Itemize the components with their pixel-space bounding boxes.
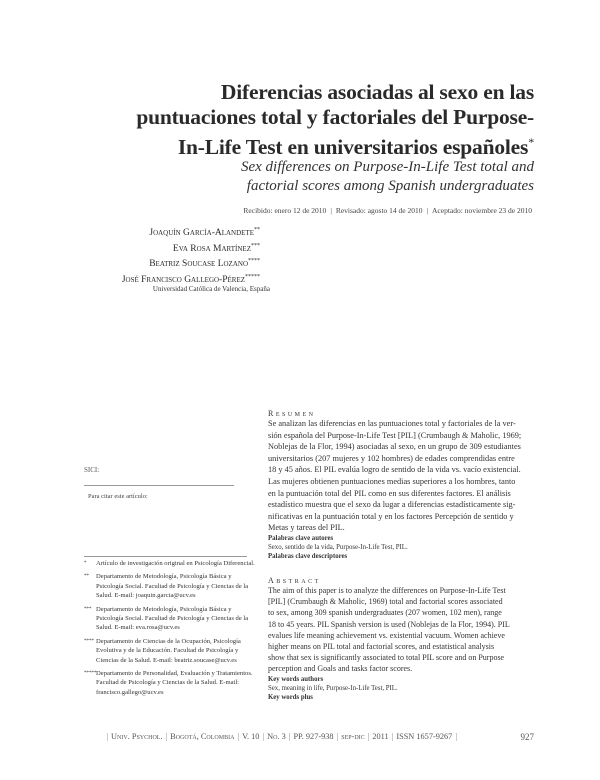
resumen-heading: Resumen	[268, 409, 316, 418]
footnote: *** Departamento de Metodología, Psicología Básica y Psicología Social. Facultad de Psicología y Ciencias de la Salud. E-mail: eva.rosa@ucv.es	[84, 605, 249, 632]
title-footnote-mark: *	[528, 135, 534, 149]
author-1: Joaquín García-Alandete**	[149, 227, 260, 239]
footer-number: No. 3	[267, 732, 286, 741]
citation-label: Para citar este artículo:	[88, 493, 148, 500]
footnote-divider	[84, 556, 247, 557]
footer-issn: ISSN 1657-9267	[396, 732, 453, 741]
footer-months: sep-dic	[341, 732, 365, 741]
author-list	[60, 224, 260, 287]
abstract-body: The aim of this paper is to analyze the differences on Purpose-In-Life Test [PIL] (Crumbaugh & Maholic, 1969) total and factorial scores associated to sex, among 309 spanish undergraduates (207 women, 102 men), range 18 to 45 years. PIL Spanish version is used (Noblejas de la Flor, 1994). PIL evalues life meaning achievement vs. existential vacuum. Women achieve higher means on PIL total and factorial scores, and estatistical analysis show that sex is significantly associated to total PIL score and on Purpose perception and Goals and tasks factor scores.	[268, 586, 510, 674]
journal-footer: | Univ. Psychol. | Bogotá, Colombia | V. 10 | No. 3 | PP. 927-938 | sep-dic | 2011 | ISSN 1657-9267 |	[106, 732, 457, 741]
resumen-body: Se analizan las diferencias en las puntuaciones total y factoriales de la ver- sión española del Purpose-In-Life Test [PIL] (Crumbaugh & Maholic, 1969; Noblejas de la Flor, 1994) asociadas al sexo, en un grupo de 309 estudiantes universitarios (207 mujeres y 102 hombres) de edades comprendidas entre 18 y 45 años. El PIL evalúa logro de sentido de la vida vs. vacío existencial. Las mujeres obtienen puntuaciones medias superiores a los hombres, tanto en la puntuación total del PIL como en sus diferentes factores. El análisis estadístico muestra que el sexo da lugar a diferencias estadísticamente sig- nificativas en la puntuación total y en los factores Percepción de sentido y Metas y tareas del PIL.	[268, 419, 522, 533]
title-line-2: puntuaciones total y factoriales del Purpose-	[136, 105, 534, 129]
reviewed-date: Revisado: agosto 14 de 2010	[335, 206, 423, 215]
citation-divider	[84, 485, 234, 486]
resumen-keywords-authors: Sexo, sentido de la vida, Purpose-In-Life Test, PIL.	[268, 543, 408, 551]
resumen-keywords-descriptors-label: Palabras clave descriptores	[268, 552, 348, 560]
abstract-section	[268, 576, 531, 702]
resumen-section	[268, 409, 531, 561]
received-date: Recibido: enero 12 de 2010	[243, 206, 327, 215]
accepted-date: Aceptado: noviembre 23 de 2010	[432, 206, 532, 215]
footnote: ** Departamento de Metodología, Psicología Básica y Psicología Social. Facultad de Psicología y Ciencias de la Salud. E-mail: joaquin.garcia@ucv.es	[84, 573, 249, 600]
article-title	[110, 80, 534, 160]
author-4: José Francisco Gallego-Pérez*****	[121, 273, 260, 286]
article-subtitle	[160, 158, 534, 196]
author-3: Beatriz Soucase Lozano****	[149, 258, 260, 270]
resumen-keywords-authors-label: Palabras clave autores	[268, 534, 334, 542]
footer-year: 2011	[372, 732, 389, 741]
title-line-3: In-Life Test en universitarios españoles*	[177, 135, 534, 160]
page-number: 927	[520, 732, 534, 742]
footnotes	[84, 559, 256, 701]
footnote: ***** Departamento de Personalidad, Evaluación y Tratamientos. Facultad de Psicología y Ciencias de la Salud. E-mail: francisco.gallego@ucv.es	[84, 670, 253, 696]
article-dates: Recibido: enero 12 de 2010 | Revisado: agosto 14 de 2010 | Aceptado: noviembre 23 de 2010	[243, 206, 532, 215]
footnote: * Artículo de investigación original en Psicología Diferencial.	[84, 560, 255, 567]
abstract-heading: Abstract	[268, 576, 321, 585]
footer-volume: V. 10	[242, 732, 260, 741]
footer-city: Bogotá, Colombia	[170, 732, 235, 741]
author-2: Eva Rosa Martínez***	[172, 242, 260, 254]
abstract-keywords-plus-label: Key words plus	[268, 693, 313, 701]
title-line-1: Diferencias asociadas al sexo en las	[220, 80, 534, 104]
abstract-keywords-authors-label: Key words authors	[268, 675, 324, 683]
abstract-keywords-authors: Sex, meaning in life, Purpose-In-Life Test, PIL.	[268, 684, 398, 692]
sici-label: SICI:	[84, 466, 100, 474]
author-affiliation: Universidad Católica de Valencia, España	[152, 285, 270, 293]
footnote: **** Departamento de Ciencias de la Ocupación, Psicología Evolutiva y de la Educación. Facultad de Psicología y Ciencias de la Salud. E-mail: beatriz.soucase@ucv.es	[84, 637, 241, 664]
subtitle-line-1: Sex differences on Purpose-In-Life Test total and	[240, 159, 534, 175]
subtitle-line-2: factorial scores among Spanish undergraduates	[246, 178, 534, 194]
footer-journal: Univ. Psychol.	[111, 732, 163, 741]
footer-pages: PP. 927-938	[293, 732, 334, 741]
